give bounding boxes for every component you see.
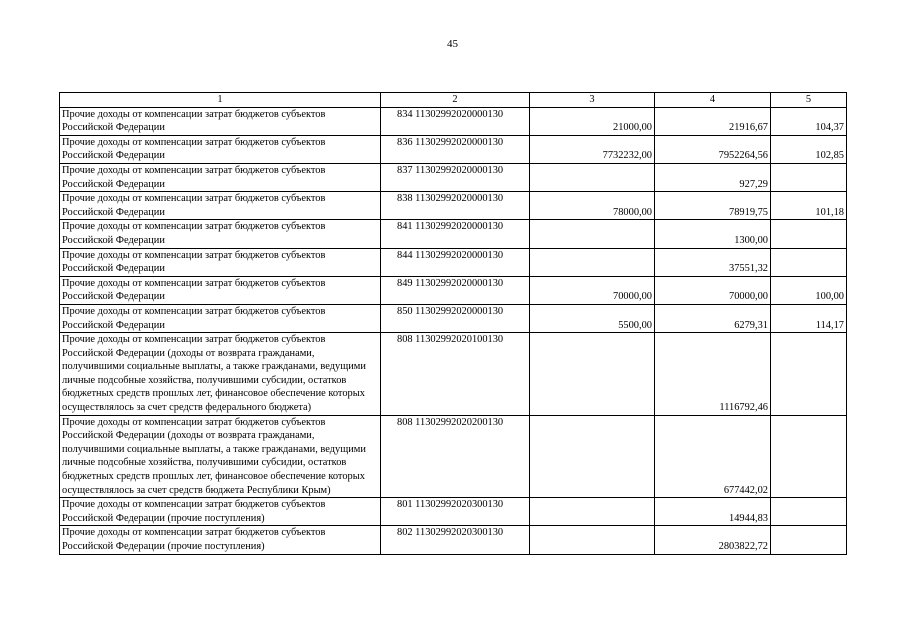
percent-cell [771,333,847,416]
table-row [60,192,847,220]
column-header-5: 5 [771,93,847,108]
actual-amount-cell: 70000,00 [655,276,771,304]
budget-code-cell: 849 11302992020000130 [381,276,530,304]
revenue-name-cell: Прочие доходы от компенсации затрат бюджетов субъектов Российской Федерации (прочие поступления) [60,498,381,526]
revenue-name-cell: Прочие доходы от компенсации затрат бюджетов субъектов Российской Федерации [60,276,381,304]
table-row [60,107,847,135]
planned-amount-cell [530,248,655,276]
revenue-name-cell: Прочие доходы от компенсации затрат бюджетов субъектов Российской Федерации (доходы от возврата гражданами, получившими социальные выплаты, а также гражданами, ведущими личные подсобные хозяйства, получившими субсидии, остатков бюджетных средств прошлых лет, финансовое обеспечение которых осуществлялось за счет средств федерального бюджета) [60,333,381,416]
actual-amount-cell: 2803822,72 [655,526,771,554]
planned-amount-cell [530,220,655,248]
budget-code-cell: 844 11302992020000130 [381,248,530,276]
revenue-name-cell: Прочие доходы от компенсации затрат бюджетов субъектов Российской Федерации [60,192,381,220]
percent-cell: 100,00 [771,276,847,304]
budget-code-cell: 808 11302992020200130 [381,415,530,498]
actual-amount-cell: 37551,32 [655,248,771,276]
budget-code-cell: 834 11302992020000130 [381,107,530,135]
planned-amount-cell [530,333,655,416]
percent-cell: 104,37 [771,107,847,135]
actual-amount-cell: 927,29 [655,163,771,191]
budget-code-cell: 837 11302992020000130 [381,163,530,191]
table-row [60,415,847,498]
table-header-row [60,93,847,108]
revenue-name-cell: Прочие доходы от компенсации затрат бюджетов субъектов Российской Федерации [60,163,381,191]
table-row [60,276,847,304]
revenue-name-cell: Прочие доходы от компенсации затрат бюджетов субъектов Российской Федерации [60,220,381,248]
table-row [60,498,847,526]
actual-amount-cell: 7952264,56 [655,135,771,163]
table-row [60,333,847,416]
actual-amount-cell: 14944,83 [655,498,771,526]
percent-cell [771,498,847,526]
budget-code-cell: 836 11302992020000130 [381,135,530,163]
planned-amount-cell [530,415,655,498]
budget-code-cell: 802 11302992020300130 [381,526,530,554]
column-header-1: 1 [60,93,381,108]
percent-cell [771,415,847,498]
actual-amount-cell: 1116792,46 [655,333,771,416]
percent-cell: 114,17 [771,304,847,332]
column-header-3: 3 [530,93,655,108]
table-row [60,304,847,332]
planned-amount-cell: 5500,00 [530,304,655,332]
planned-amount-cell: 70000,00 [530,276,655,304]
actual-amount-cell: 1300,00 [655,220,771,248]
planned-amount-cell: 21000,00 [530,107,655,135]
revenue-name-cell: Прочие доходы от компенсации затрат бюджетов субъектов Российской Федерации [60,248,381,276]
table-row [60,526,847,554]
budget-code-cell: 808 11302992020100130 [381,333,530,416]
percent-cell: 101,18 [771,192,847,220]
planned-amount-cell: 7732232,00 [530,135,655,163]
table-row [60,163,847,191]
percent-cell [771,163,847,191]
planned-amount-cell [530,163,655,191]
revenue-name-cell: Прочие доходы от компенсации затрат бюджетов субъектов Российской Федерации [60,304,381,332]
actual-amount-cell: 78919,75 [655,192,771,220]
actual-amount-cell: 677442,02 [655,415,771,498]
percent-cell: 102,85 [771,135,847,163]
revenue-name-cell: Прочие доходы от компенсации затрат бюджетов субъектов Российской Федерации [60,135,381,163]
table-row [60,220,847,248]
actual-amount-cell: 21916,67 [655,107,771,135]
budget-code-cell: 841 11302992020000130 [381,220,530,248]
planned-amount-cell: 78000,00 [530,192,655,220]
planned-amount-cell [530,526,655,554]
budget-code-cell: 850 11302992020000130 [381,304,530,332]
table-row [60,248,847,276]
column-header-4: 4 [655,93,771,108]
planned-amount-cell [530,498,655,526]
revenue-name-cell: Прочие доходы от компенсации затрат бюджетов субъектов Российской Федерации [60,107,381,135]
revenue-name-cell: Прочие доходы от компенсации затрат бюджетов субъектов Российской Федерации (прочие поступления) [60,526,381,554]
percent-cell [771,248,847,276]
actual-amount-cell: 6279,31 [655,304,771,332]
revenue-name-cell: Прочие доходы от компенсации затрат бюджетов субъектов Российской Федерации (доходы от возврата гражданами, получившими социальные выплаты, а также гражданами, ведущими личные подсобные хозяйства, получившими субсидии, остатков бюджетных средств прошлых лет, финансовое обеспечение которых осуществлялось за счет средств бюджета Республики Крым) [60,415,381,498]
table-row [60,135,847,163]
column-header-2: 2 [381,93,530,108]
page-number: 45 [447,38,458,50]
budget-code-cell: 838 11302992020000130 [381,192,530,220]
revenue-table [59,92,847,555]
percent-cell [771,526,847,554]
percent-cell [771,220,847,248]
budget-code-cell: 801 11302992020300130 [381,498,530,526]
